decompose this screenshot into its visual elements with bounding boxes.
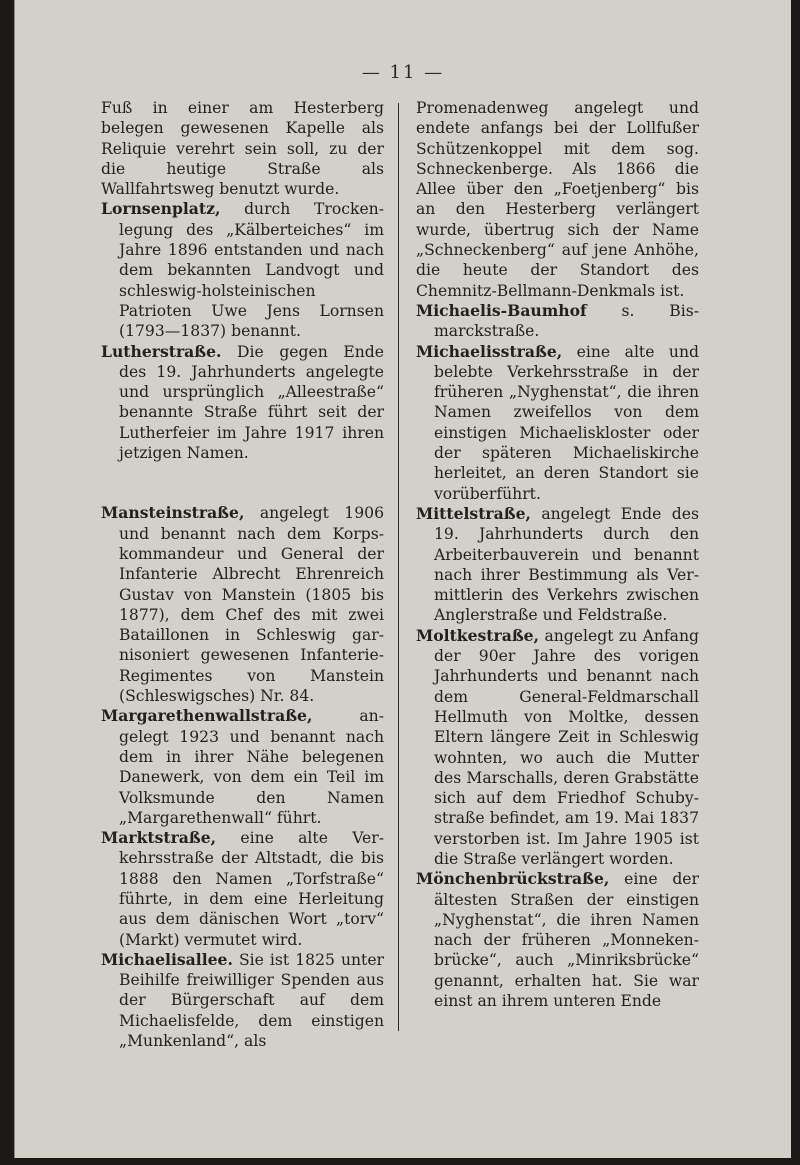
entry-headword: Michaelisstraße,: [416, 341, 563, 361]
entry-headword: Lornsenplatz,: [101, 199, 221, 219]
column-divider: [398, 103, 399, 1031]
entry-headword: Lutherstraße.: [101, 341, 222, 361]
entry-text: angelegt zu Anfang der 90er Jahre des vorigen Jahrhunderts und benannt nach dem General-Feldmarschall Hellmuth von Moltke, dessen Eltern längere Zeit in Schleswig wohnten, wo auch die Mutter des Marschalls, deren Grabstätte sich auf dem Friedhof Schubystraße befindet, am 19. Mai 1837 verstorben ist. Im Jahre 1905 ist die Straße verlängert worden.: [434, 626, 699, 868]
entry-margarethenwallstrasse: [101, 706, 384, 828]
entry-lornsenplatz: [101, 199, 384, 341]
right-column: [416, 98, 699, 1011]
entry-mittelstrasse: [416, 504, 699, 626]
entry-headword: Michaelisallee.: [101, 949, 233, 969]
entry-text: Promenadenweg angelegt und endete anfangs bei der Lollfußer Schützenkoppel mit dem sog. Schneckenberge. Als 1866 die Allee über den „Foetjenberg“ bis an den Hesterberg verlängert wurde, übertrug sich der Name „Schneckenberg“ auf jene Anhöhe, die heute der Standort des Chemnitz-Bellmann-Denkmals ist.: [416, 99, 699, 300]
entry-text: eine alte und belebte Verkehrsstraße in der früheren „Nyghenstat“, die ihren Namen zweifellos von dem einstigen Michaeliskloster oder der späteren Michaeliskirche herleitet, an deren Standort sie vorüberführt.: [434, 342, 699, 503]
entry-headword: Margarethenwallstraße,: [101, 706, 313, 726]
entry-moenchenbrueckstrasse: [416, 869, 699, 1011]
entry-marktstrasse: [101, 828, 384, 950]
entry-text: eine der ältesten Straßen der einstigen „Nyghenstat“, die ihren Namen nach der früheren „Monnekenbrücke“, auch „Minriksbrücke“ genannt, erhalten hat. Sie war einst an ihrem unteren Ende: [434, 870, 699, 1011]
entry-continuation: [101, 98, 384, 199]
entry-michaelis-baumhof: [416, 301, 699, 342]
entry-headword: Moltkestraße,: [416, 625, 540, 645]
left-column: [101, 98, 384, 1051]
entry-text: Fuß in einer am Hesterberg belegen gewesenen Kapelle als Reliquie verehrt sein soll, zu der die heutige Straße als Wallfahrtsweg benutzt wurde.: [101, 99, 384, 199]
entry-text: angelegt 1923 und benannt nach dem in ihrer Nähe belegenen Danewerk, von dem ein Teil im Volksmunde den Namen „Margarethenwall“ führt.: [119, 707, 384, 827]
entry-text: Die gegen Ende des 19. Jahrhunderts angelegte und ursprünglich „Alleestraße“ benannte Straße führt seit der Lutherfeier im Jahre 1917 ihren jetzigen Namen.: [119, 342, 384, 463]
entry-headword: Michaelis-Baumhof: [416, 300, 587, 320]
page-number: — 11 —: [361, 62, 445, 83]
entry-text: Sie ist 1825 unter Beihilfe freiwilliger Spenden aus der Bürgerschaft auf dem Michaelisfelde, dem einstigen „Munkenland“, als: [119, 950, 384, 1051]
entry-headword: Mönchenbrückstraße,: [416, 869, 610, 889]
entry-headword: Mansteinstraße,: [101, 503, 245, 523]
entry-text: durch Trockenlegung des „Kälberteiches“ im Jahre 1896 entstanden und nach dem bekannten Landvogt und schleswig-holsteinischen Patrioten Uwe Jens Lornsen (1793—1837) benannt.: [119, 200, 384, 341]
entry-headword: Marktstraße,: [101, 828, 217, 848]
entry-text: angelegt Ende des 19. Jahrhunderts durch den Arbeiterbauverein und benannt nach ihrer Bestimmung als Vermittlerin des Verkehrs zwischen Anglerstraße und Feldstraße.: [434, 504, 699, 625]
entry-mansteinstrasse: [101, 503, 384, 706]
entry-michaelisstrasse: [416, 342, 699, 504]
book-page: [14, 0, 791, 1158]
entry-text: eine alte Verkehrsstraße der Altstadt, die bis 1888 den Namen „Torfstraße“ führte, in dem eine Herleitung aus dem dänischen Wort „torv“ (Markt) vermutet wird.: [119, 829, 384, 949]
entry-moltkestrasse: [416, 626, 699, 870]
entry-headword: Mittelstraße,: [416, 503, 531, 523]
entry-continuation: [416, 98, 699, 301]
entry-text: s. Bismarckstraße.: [434, 301, 699, 341]
entry-text: angelegt 1906 und benannt nach dem Korpskommandeur und General der Infanterie Albrecht Ehrenreich Gustav von Manstein (1805 bis 1877), dem Chef des mit zwei Bataillonen in Schleswig garnisoniert gewesenen InfanterieRegimentes von Manstein (Schleswigsches) Nr. 84.: [119, 504, 384, 706]
entry-lutherstrasse: [101, 342, 384, 464]
entry-michaelisallee: [101, 950, 384, 1051]
